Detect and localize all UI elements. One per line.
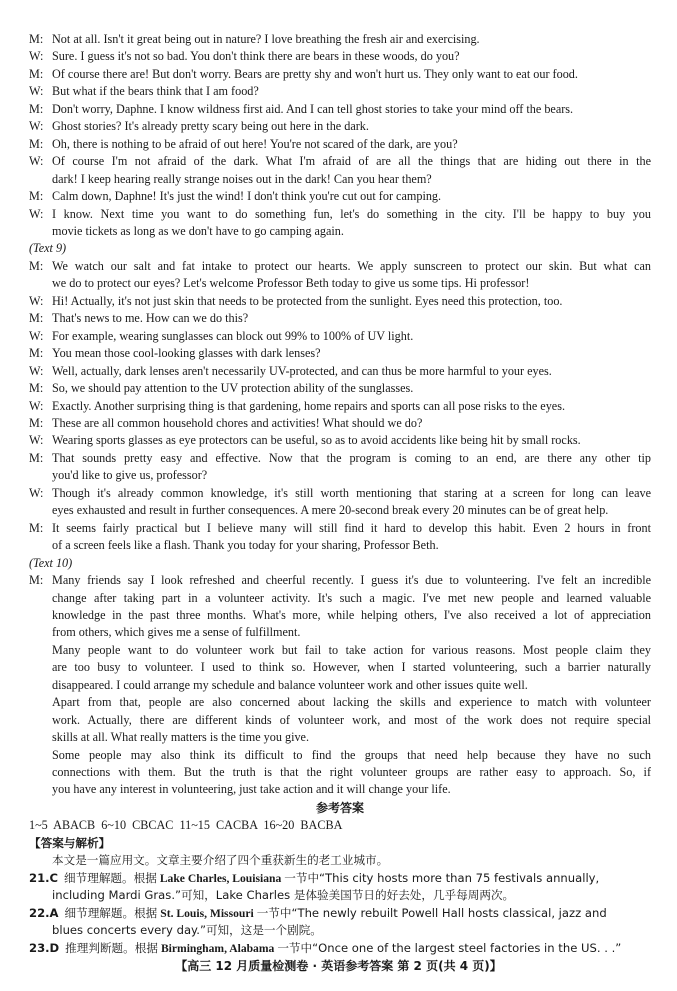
speaker-label: M: [29,520,44,535]
line-text: Though it's already common knowledge, it's still worth mentioning that staring at a screen for long can leave [52,485,651,500]
item-place: St. Louis, Missouri [160,906,254,920]
text9-label: (Text 9) [29,241,67,256]
monologue-line [29,677,651,694]
line-text: Well, actually, dark lenses aren't necessarily UV-protected, and can thus be more harmful to your eyes. [52,363,552,378]
speaker-label: M: [29,346,44,361]
dialogue-line [29,258,651,275]
dialogue-line [29,467,651,484]
line-text: connections with them. But the truth is that the right volunteer groups are rather easy to approach. So, if [52,765,651,780]
speaker-label: M: [29,136,44,151]
item-text: 一节中“Once one of the largest steel factories in the US. . .” [277,940,622,955]
line-text: You mean those cool-looking glasses with dark lenses? [52,346,321,361]
dialogue-line [29,345,651,362]
dialogue-line [29,101,651,118]
line-text: eyes exhausted and result in further consequences. A mere 20-second break every 20 minutes can be of great help. [52,503,609,518]
answers-title: 参考答案 [315,800,364,815]
speaker-label: W: [29,119,44,134]
dialogue-line [29,363,651,380]
line-text: skills at all. What really matters is the time you give. [52,730,310,745]
text10-label: (Text 10) [29,555,73,570]
line-text: That sounds pretty easy and effective. Now that the program is coming to an end, are there any other tip [52,450,651,465]
speaker-label: M: [29,189,44,204]
dialogue-line [29,66,651,83]
line-text: It seems fairly practical but I believe many will still find it hard to develop this habit. Even 2 hours in front [52,520,651,535]
line-text: These are all common household chores and activities! What should we do? [52,415,423,430]
line-text: Many friends say I look refreshed and cheerful recently. I guess it's due to volunteering. I've felt an incredible [52,573,651,588]
line-text: Calm down, Daphne! It's just the wind! I don't think you're cut out for camping. [52,189,442,204]
monologue-line [29,624,651,641]
line-text: movie tickets as long as we don't have to go camping again. [52,223,344,238]
item-place: Lake Charles, Louisiana [159,871,282,885]
monologue-line [29,607,651,624]
line-text: Some people may also think its difficult to find the groups that need help because they have no such [52,747,651,762]
line-text: Don't worry, Daphne. I know wildness first aid. And I can tell ghost stories to take your mind off the bears. [52,101,574,116]
analysis-item-continued [29,922,651,939]
dialogue-line [29,206,651,223]
speaker-label: M: [29,450,44,465]
item-text: 一节中“This city hosts more than 75 festivals annually, [284,870,600,885]
analysis-intro: 本文是一篇应用文。文章主要介绍了四个重获新生的老工业城市。 [52,853,389,868]
speaker-label: W: [29,328,44,343]
monologue-line [29,642,651,659]
speaker-label: M: [29,258,44,273]
item-lead: 细节理解题。根据 [64,905,158,920]
dialogue-line [29,223,651,240]
monologue-line [29,712,651,729]
speaker-label: W: [29,84,44,99]
speaker-label: M: [29,573,44,588]
speaker-label: W: [29,49,44,64]
monologue-line [29,764,651,781]
dialogue-line [29,153,651,170]
dialogue-section-text8 [29,31,651,240]
item-place: Birmingham, Alabama [160,941,275,955]
line-text: We watch our salt and fat intake to protect our hearts. We apply sunscreen to protect our skin. But what can [52,258,651,273]
analysis-item [29,905,651,922]
dialogue-line [29,275,651,292]
dialogue-section-text9 [29,258,651,555]
dialogue-line [29,83,651,100]
line-text: Of course I'm not afraid of the dark. What I'm afraid of are all the things that are hiding out there in the [52,154,651,169]
dialogue-line [29,398,651,415]
line-text: Ghost stories? It's already pretty scary being out here in the dark. [52,119,369,134]
dialogue-line [29,485,651,502]
speaker-label: W: [29,363,44,378]
item-lead: 推理判断题。根据 [65,940,158,955]
monologue-line [29,694,651,711]
analysis-item [29,940,651,957]
line-text: So, we should pay attention to the UV protection ability of the sunglasses. [52,381,414,396]
line-text: That's news to me. How can we do this? [52,311,249,326]
item-text: blues concerts every day.”可知，这是一个剧院。 [52,923,322,938]
item-number: 22.A [29,905,59,920]
line-text: Many people want to do volunteer work but fail to take action for various reasons. Most people claim they [52,642,651,657]
speaker-label: W: [29,293,44,308]
page-footer: 【高三 12 月质量检测卷 · 英语参考答案 第 2 页(共 4 页)】 [175,959,502,973]
dialogue-line [29,537,651,554]
analysis-item-continued [29,887,651,904]
dialogue-line [29,310,651,327]
line-text: Of course there are! But don't worry. Bears are pretty shy and won't hurt us. They only want to eat our food. [52,66,578,81]
line-text: For example, wearing sunglasses can block out 99% to 100% of UV light. [52,328,414,343]
monologue-section-text10 [29,572,651,799]
line-text: we do to protect our eyes? Let's welcome Professor Beth today to give us some tips. Hi professor! [52,276,530,291]
speaker-label: M: [29,311,44,326]
dialogue-line [29,520,651,537]
monologue-line [29,590,651,607]
answer-keys [29,817,651,834]
line-text: change after taking part in a volunteer activity. It's such a magic. I've met new people and learned valuable [52,590,651,605]
speaker-label: W: [29,154,44,169]
item-number: 21.C [29,870,59,885]
speaker-label: M: [29,101,44,116]
item-text: including Mardi Gras.”可知，Lake Charles 是体验美国节日的好去处，几乎每周两次。 [52,888,515,903]
dialogue-line [29,136,651,153]
line-text: you have any interest in volunteering, just take action and it will change your life. [52,782,451,797]
speaker-label: W: [29,398,44,413]
line-text: of a screen feels like a flash. Thank you today for your sharing, Professor Beth. [52,538,439,553]
dialogue-line [29,118,651,135]
line-text: Apart from that, people are also concerned about lacking the skills and experience to match with volunteer [52,695,651,710]
line-text: disappeared. I could arrange my schedule and balance volunteer work and other issues quite well. [52,677,528,692]
dialogue-line [29,48,651,65]
line-text: knowledge in the past three months. What's more, while helping others, I've also received a lot of appreciation [52,607,651,622]
line-text: Not at all. Isn't it great being out in nature? I love breathing the fresh air and exercising. [52,32,480,46]
line-text: I know. Next time you want to do something fun, let's do something in the city. I'll be happy to buy you [52,206,651,221]
line-text: from others, which gives me a sense of fulfillment. [52,625,301,640]
line-text: you'd like to give us, professor? [52,468,208,483]
line-text: Hi! Actually, it's not just skin that needs to be protected from the sunlight. Eyes need this protection, too. [52,293,563,308]
line-text: work. Actually, there are different kinds of volunteer work, and most of the work does not require special [52,712,651,727]
monologue-line [29,572,651,589]
speaker-label: W: [29,485,44,500]
item-lead: 细节理解题。根据 [64,870,157,885]
speaker-label: M: [29,66,44,81]
dialogue-line [29,31,651,48]
speaker-label: W: [29,433,44,448]
line-text: Sure. I guess it's not so bad. You don't think there are bears in these woods, do you? [52,49,460,64]
monologue-line [29,747,651,764]
dialogue-line [29,380,651,397]
line-text: Exactly. Another surprising thing is that gardening, home repairs and sports can all pose risks to the eyes. [52,398,566,413]
dialogue-line [29,171,651,188]
analysis-items [29,870,651,957]
monologue-line [29,781,651,798]
dialogue-line [29,188,651,205]
monologue-line [29,729,651,746]
dialogue-line [29,450,651,467]
answer-keys-text: 1~5 ABACB 6~10 CBCAC 11~15 CACBA 16~20 BACBA [29,818,343,833]
dialogue-line [29,432,651,449]
dialogue-line [29,415,651,432]
speaker-label: M: [29,381,44,396]
dialogue-line [29,328,651,345]
speaker-label: M: [29,32,44,46]
dialogue-line [29,502,651,519]
line-text: Wearing sports glasses as eye protectors can be useful, so as to avoid accidents like being hit by small rocks. [52,433,581,448]
analysis-label: 【答案与解析】 [29,835,111,850]
monologue-line [29,659,651,676]
dialogue-line [29,293,651,310]
speaker-label: M: [29,415,44,430]
item-number: 23.D [29,940,60,955]
analysis-item [29,870,651,887]
line-text: are too busy to volunteer. I used to think so. However, when I started volunteering, such a barrier naturally [52,660,651,675]
line-text: But what if the bears think that I am food? [52,84,259,99]
speaker-label: W: [29,206,44,221]
item-text: 一节中“The newly rebuilt Powell Hall hosts classical, jazz and [256,905,607,920]
line-text: dark! I keep hearing really strange noises out in the dark! Can you hear them? [52,171,432,186]
line-text: Oh, there is nothing to be afraid of out here! You're not scared of the dark, are you? [52,136,458,151]
